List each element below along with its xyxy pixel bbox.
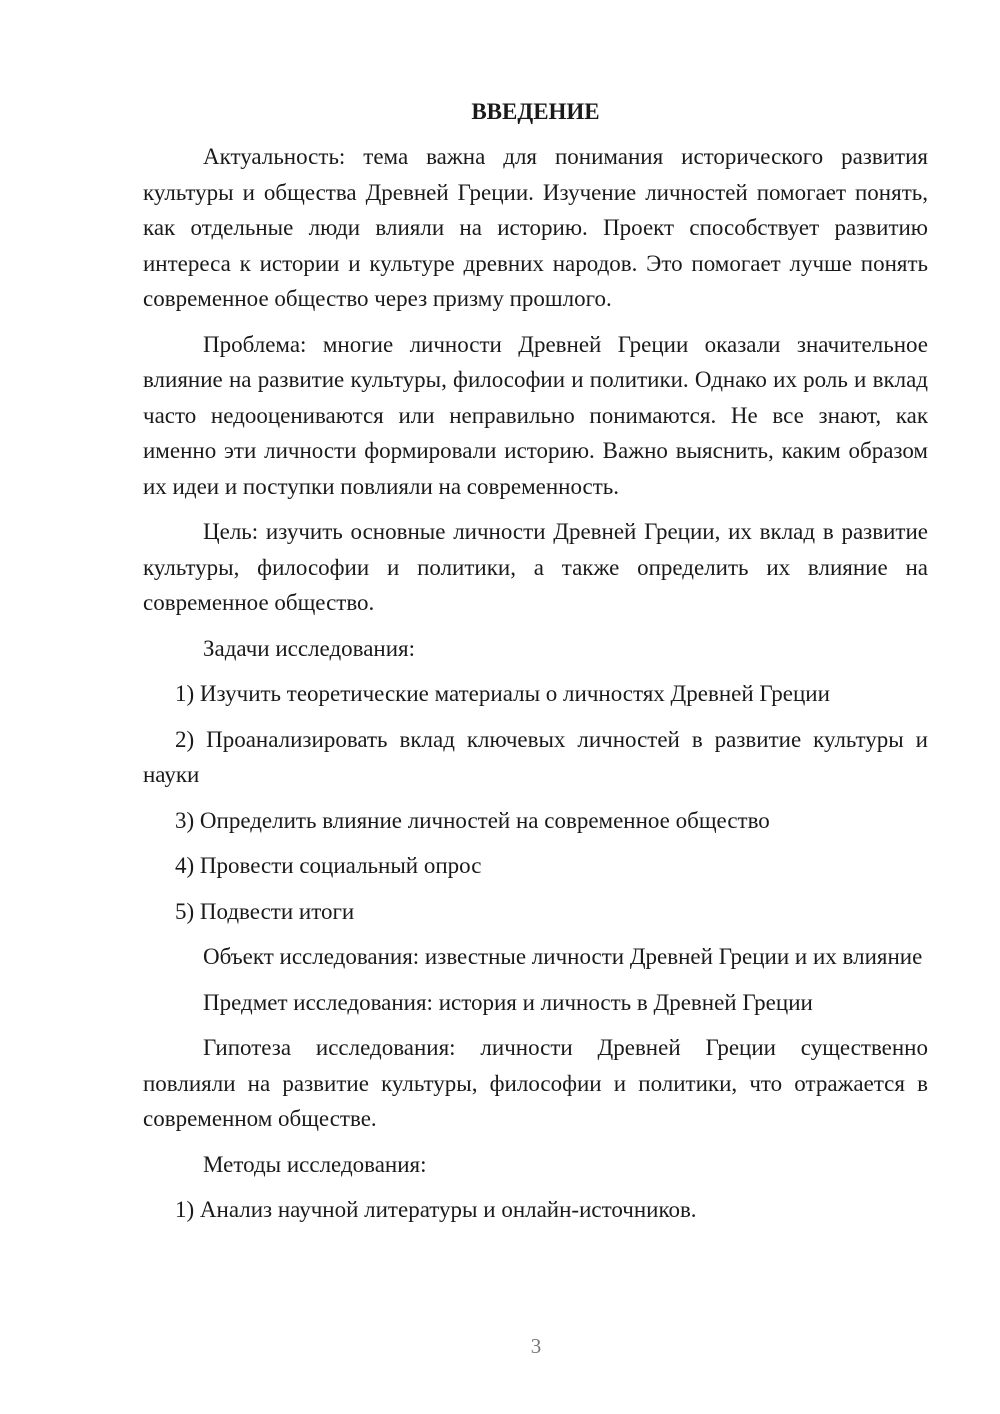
task-item: 3) Определить влияние личностей на современное общество [175,807,770,833]
task-item: 5) Подвести итоги [175,898,355,924]
goal-paragraph: Цель: изучить основные личности Древней Греции, их вклад в развитие культуры, философии и политики, а также определить их влияние на современное общество. [143,519,928,615]
hypothesis-paragraph: Гипотеза исследования: личности Древней Греции существенно повлияли на развитие культуры, философии и политики, что отражается в современном обществе. [143,1035,928,1131]
object-paragraph: Объект исследования: известные личности Древней Греции и их влияние [203,944,923,969]
section-heading: ВВЕДЕНИЕ [471,99,600,124]
problem-paragraph: Проблема: многие личности Древней Греции оказали значительное влияние на развитие культуры, философии и политики. Однако их роль и вклад часто недооцениваются или неправильно понимаются. Не все знают, как именно эти личности формировали историю. Важно выяснить, каким образом их идеи и поступки повлияли на современность. [143,331,928,499]
task-item: 4) Провести социальный опрос [175,853,482,878]
subject-paragraph: Предмет исследования: история и личность в Древней Греции [203,989,813,1015]
tasks-label: Задачи исследования: [203,635,416,661]
task-item: 2) Проанализировать вклад ключевых личностей в развитие культуры и науки [143,726,928,787]
method-item: 1) Анализ научной литературы и онлайн-источников. [175,1197,697,1222]
page-number: 3 [530,1334,542,1358]
relevance-paragraph: Актуальность: тема важна для понимания исторического развития культуры и общества Древней Греции. Изучение личностей помогает понять, как отдельные люди влияли на историю. Проект способствует развитию интереса к истории и культуре древних народов. Это помогает лучше понять современное общество через призму прошлого. [143,144,928,311]
task-item: 1) Изучить теоретические материалы о личностях Древней Греции [175,681,830,706]
page-content [143,94,928,1238]
methods-label: Методы исследования: [203,1151,427,1177]
